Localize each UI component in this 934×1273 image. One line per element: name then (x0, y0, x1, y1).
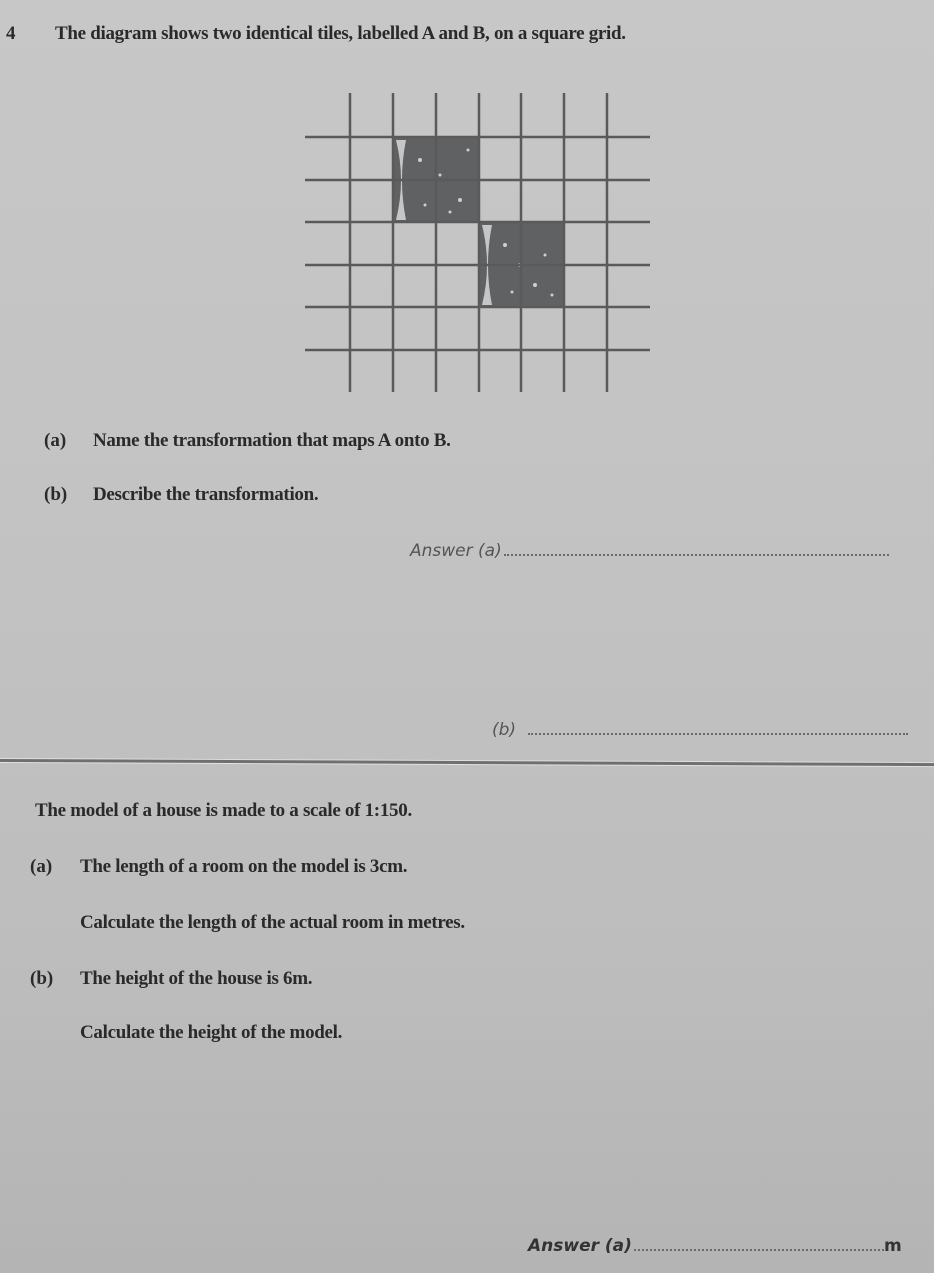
q5-answer-a-label: Answer (a) (528, 1236, 632, 1256)
square-grid-diagram (0, 0, 934, 420)
answer-a-line (410, 541, 889, 561)
question-4-stem: The diagram shows two identical tiles, labelled A and B, on a square grid. (55, 23, 626, 44)
q5-part-b-instruction: Calculate the height of the model. (80, 1022, 343, 1043)
q5-part-a-instruction: Calculate the length of the actual room in metres. (80, 912, 465, 933)
q5-answer-a-input[interactable] (634, 1248, 884, 1251)
answer-a-input[interactable] (504, 553, 889, 556)
grid-lines (305, 93, 650, 392)
question-number: 4 (6, 23, 16, 44)
q5-part-a-label: (a) (30, 856, 53, 877)
question-5-stem: The model of a house is made to a scale of 1:150. (35, 800, 412, 821)
q5-part-b-text: The height of the house is 6m. (80, 968, 313, 989)
answer-a-label: Answer (a) (410, 541, 502, 561)
answer-b-line (492, 720, 908, 740)
q5-part-b-label: (b) (30, 968, 54, 989)
part-b-text: Describe the transformation. (93, 484, 319, 505)
part-a-text: Name the transformation that maps A onto B. (93, 430, 451, 451)
q5-part-a-text: The length of a room on the model is 3cm. (80, 856, 408, 877)
answer-b-label: (b) (492, 720, 517, 740)
question-divider (0, 759, 934, 766)
q5-answer-a-line (528, 1236, 902, 1256)
part-b-label: (b) (44, 484, 68, 505)
part-a-label: (a) (44, 430, 67, 451)
unit-label: m (883, 1236, 902, 1256)
answer-b-input[interactable] (528, 732, 908, 735)
